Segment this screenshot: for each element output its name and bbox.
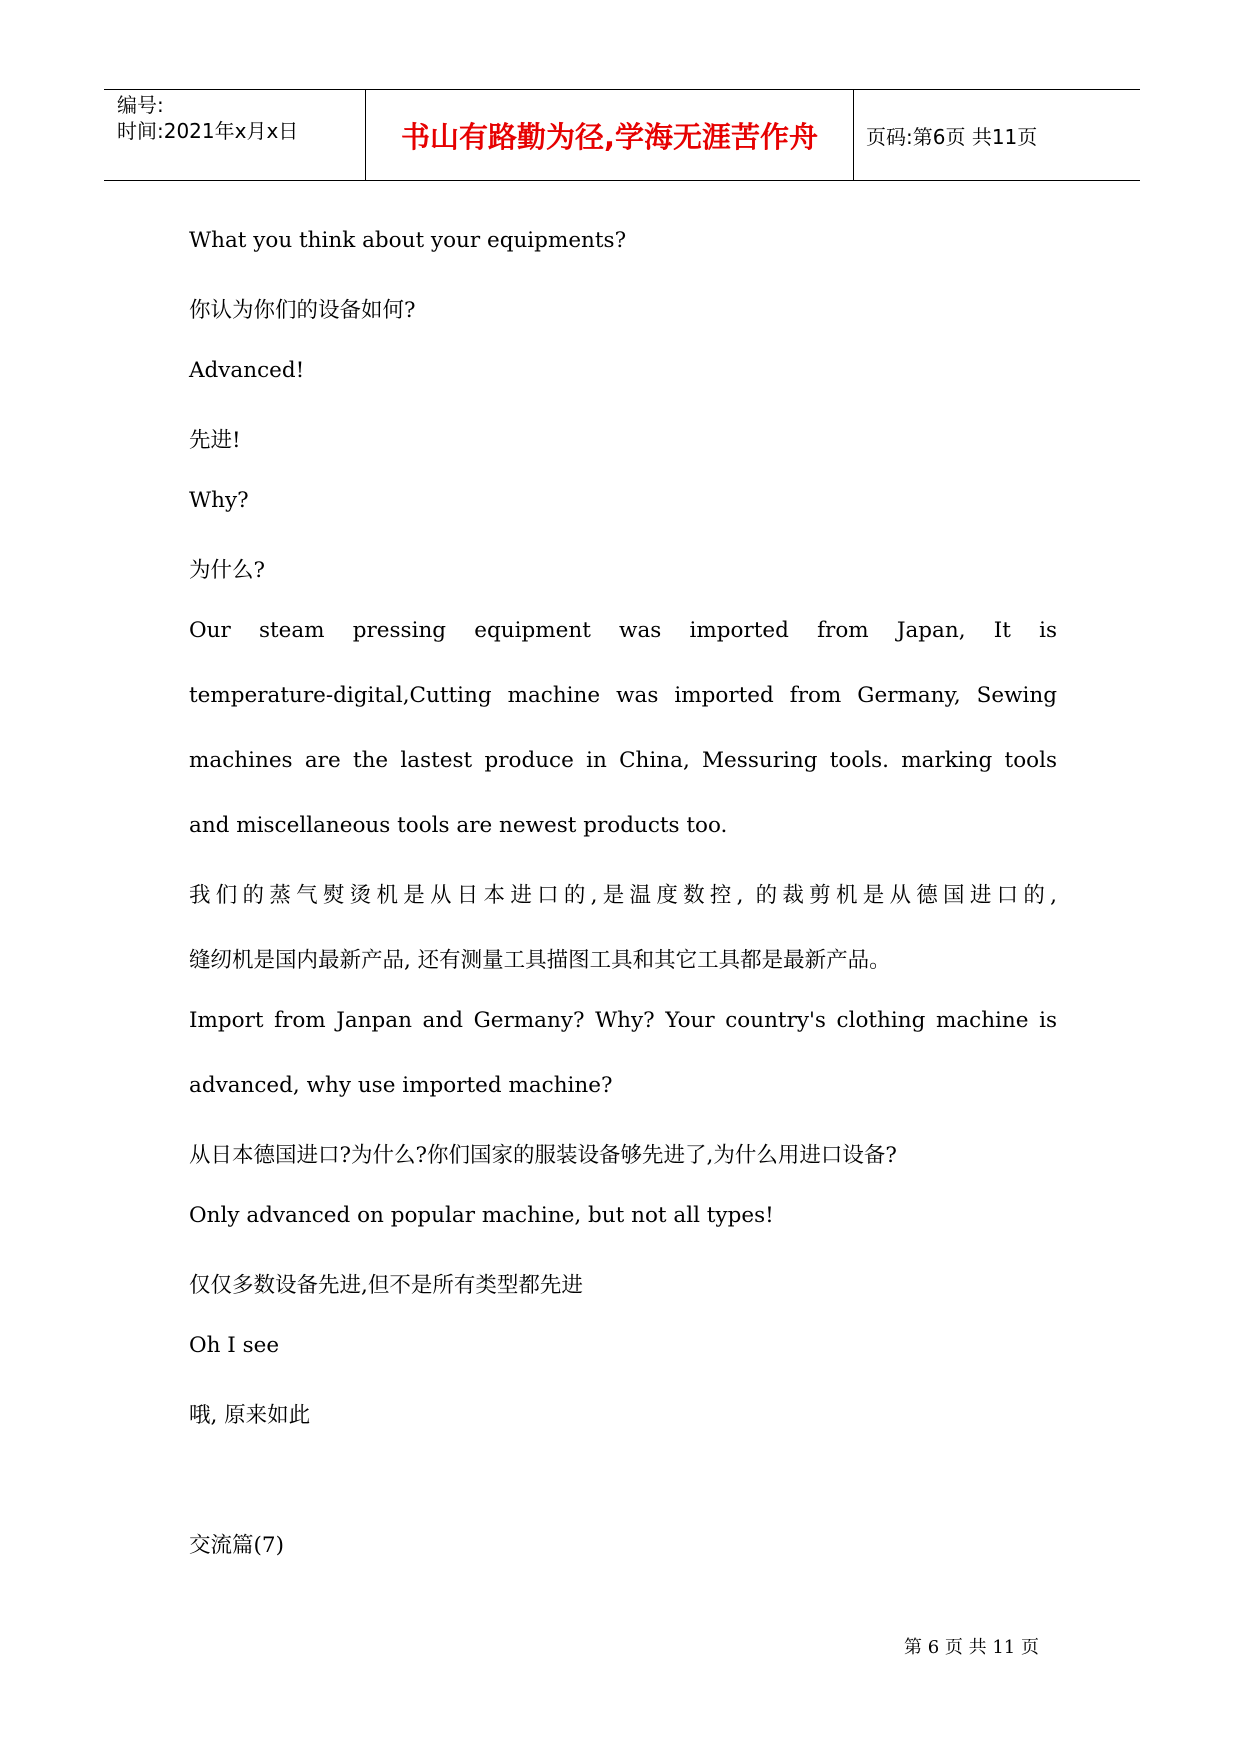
header-page-info: 页码:第6页 共11页 (866, 124, 1038, 149)
text-line: advanced, why use imported machine? (189, 1073, 613, 1098)
text-line: Oh I see (189, 1333, 280, 1358)
text-line: 仅仅多数设备先进,但不是所有类型都先进 (189, 1273, 583, 1298)
text-line: 为什么? (189, 558, 266, 583)
text-line: Only advanced on popular machine, but not all types! (189, 1203, 774, 1228)
time-label: 时间:2021年x月x日 (117, 119, 299, 143)
text-line: What you think about your equipments? (189, 228, 627, 253)
page-header (104, 89, 1140, 181)
text-line: Why? (189, 488, 249, 513)
text-line: temperature-digital,Cutting machine was imported from Germany, Sewing (189, 683, 1057, 708)
text-line: 哦, 原来如此 (189, 1403, 311, 1428)
page-footer: 第 6 页 共 11 页 (904, 1637, 1039, 1658)
text-line: Our steam pressing equipment was imported from Japan, It is (189, 618, 1057, 643)
header-motto: 书山有路勤为径,学海无涯苦作舟 (366, 90, 854, 180)
text-line: Advanced! (189, 358, 305, 383)
text-line: Import from Janpan and Germany? Why? Your country's clothing machine is (189, 1008, 1057, 1033)
text-line: and miscellaneous tools are newest products too. (189, 813, 728, 838)
text-line: 从日本德国进口?为什么?你们国家的服装设备够先进了,为什么用进口设备? (189, 1143, 897, 1168)
text-line: 先进! (189, 428, 241, 453)
text-line: 我们的蒸气熨烫机是从日本进口的,是温度数控, 的裁剪机是从德国进口的, (189, 883, 1057, 908)
text-line: machines are the lastest produce in China, Messuring tools. marking tools (189, 748, 1057, 773)
section-heading: 交流篇(7) (189, 1533, 284, 1558)
text-line: 缝纫机是国内最新产品, 还有测量工具描图工具和其它工具都是最新产品。 (189, 948, 891, 973)
text-line: 你认为你们的设备如何? (189, 298, 416, 323)
header-meta (104, 90, 366, 180)
number-label: 编号: (117, 93, 164, 117)
